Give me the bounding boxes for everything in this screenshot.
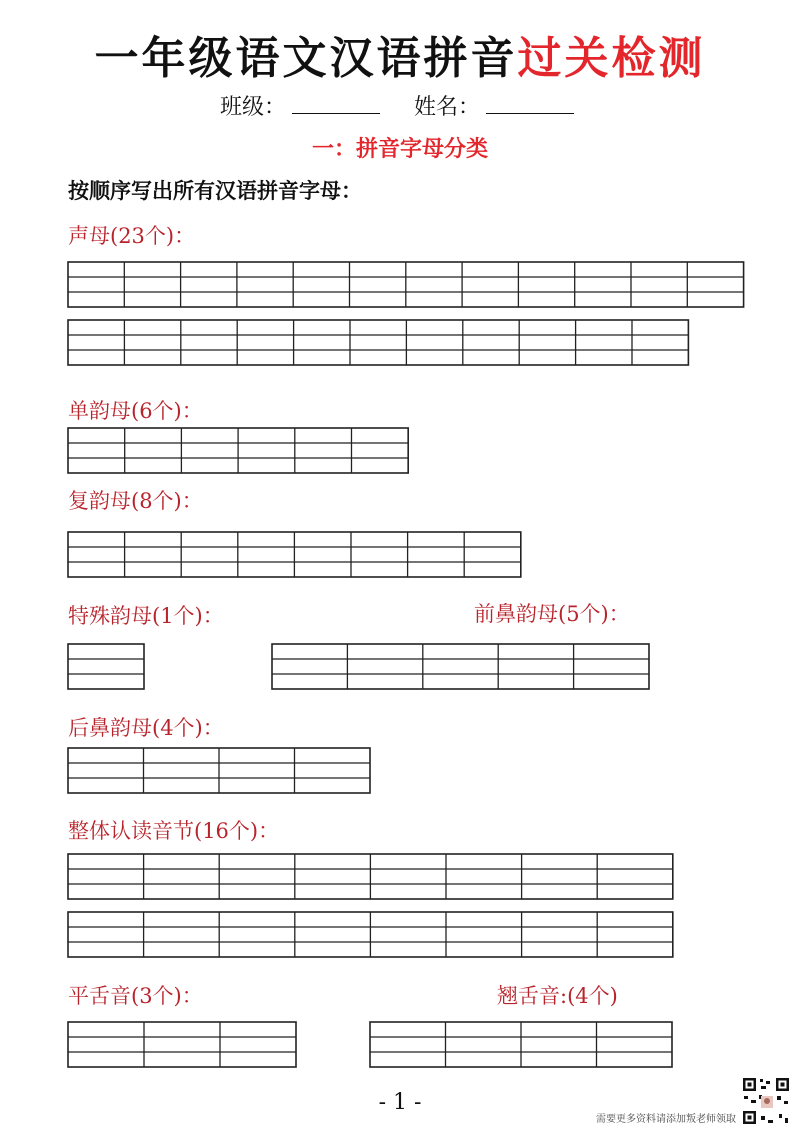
grid-border	[68, 644, 144, 689]
label-houbi-yunmu: 后鼻韵母(4个)：	[68, 716, 224, 740]
qr-code-icon	[741, 1076, 791, 1126]
title-accent: 过关检测	[517, 33, 706, 84]
grid-zhengti-row-1[interactable]	[68, 854, 673, 899]
class-label: 班级：	[219, 95, 286, 120]
grid-qiaoshe[interactable]	[370, 1022, 672, 1067]
grid-shengmu-row-2[interactable]	[68, 320, 688, 365]
grid-shengmu-row-1[interactable]	[68, 262, 744, 307]
grid-zhengti-row-2[interactable]	[68, 912, 673, 957]
label-shengmu: 声母(23个)：	[68, 224, 196, 248]
label-dan-yunmu: 单韵母(6个)：	[68, 399, 203, 423]
grid-border	[272, 644, 649, 689]
page-number: - 1 -	[378, 1090, 422, 1115]
grid-border	[68, 320, 688, 365]
label-teshu-yunmu: 特殊韵母(1个)：	[68, 604, 224, 628]
label-qianbi-yunmu: 前鼻韵母(5个)：	[474, 602, 630, 626]
label-pingshe: 平舌音(3个)：	[68, 984, 203, 1008]
page-title	[0, 22, 800, 86]
title-main: 一年级语文汉语拼音	[94, 33, 518, 84]
label-fu-yunmu: 复韵母(8个)：	[68, 489, 203, 513]
grid-dan-yunmu[interactable]	[68, 428, 408, 473]
class-blank[interactable]	[292, 95, 380, 114]
grid-fu-yunmu[interactable]	[68, 532, 521, 577]
name-blank[interactable]	[486, 95, 574, 114]
grid-houbi-yunmu[interactable]	[68, 748, 370, 793]
grid-border	[68, 1022, 296, 1067]
instruction-text: 按顺序写出所有汉语拼音字母：	[68, 178, 362, 203]
label-zhengti: 整体认读音节(16个)：	[68, 819, 280, 843]
grid-pingshe[interactable]	[68, 1022, 296, 1067]
grid-teshu-yunmu[interactable]	[68, 644, 144, 689]
grid-qianbi-yunmu[interactable]	[272, 644, 649, 689]
section-title: 一：拼音字母分类	[311, 136, 488, 162]
footer-note: 需要更多资料请添加叛老师领取	[596, 1114, 736, 1125]
label-qiaoshe: 翘舌音:(4个)	[497, 984, 618, 1008]
name-label: 姓名：	[413, 95, 480, 120]
student-info	[0, 90, 800, 121]
